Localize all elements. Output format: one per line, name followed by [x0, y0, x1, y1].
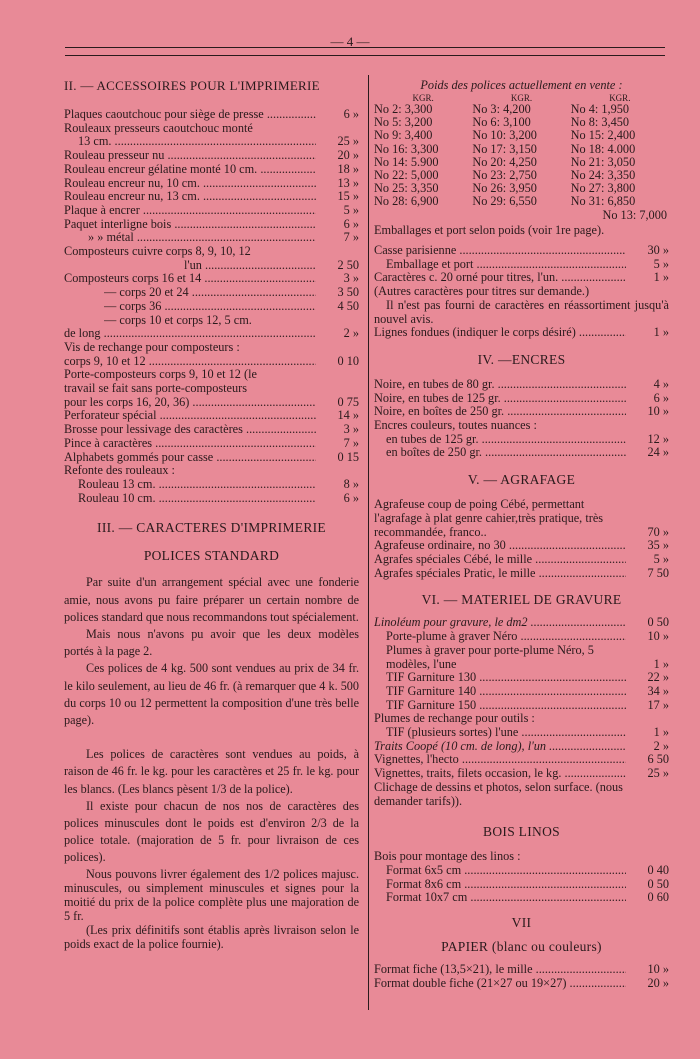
price-row [374, 419, 669, 433]
price-row [64, 409, 359, 423]
item-price: 10 » [647, 962, 669, 977]
item-price: 6 » [343, 216, 359, 231]
price-row [374, 726, 669, 740]
poids-entry: No 22: 5,000 [374, 168, 439, 183]
poids-entry: No 3: 4,200 [472, 102, 531, 116]
price-row [374, 392, 669, 406]
price-row [374, 405, 669, 419]
item-label: Noire, en boîtes de 250 gr. ..... [374, 405, 626, 419]
poids-entry: No 23: 2,750 [472, 168, 537, 183]
lignes-fondues-price: 1 » [653, 325, 669, 340]
poids-entry: No 21: 3,050 [570, 154, 636, 169]
item-price: 25 » [647, 766, 669, 781]
item-label: Noire, en tubes de 80 gr. ..... [374, 378, 626, 392]
item-price: 1 » [653, 656, 669, 671]
poids-entry: No 17: 3,150 [472, 141, 537, 156]
item-price: 0 50 [647, 615, 669, 630]
item-label: Format 8x6 cm ..... [386, 878, 626, 892]
papier-list [374, 963, 669, 990]
item-label: — corps 10 et corps 12, 5 cm. [104, 313, 252, 327]
item-label: Format 10x7 cm ..... [386, 891, 626, 905]
item-label: — corps 20 et 24 ..... [104, 286, 316, 300]
item-price: 35 » [647, 538, 669, 553]
price-row [374, 498, 669, 539]
poids-entry: No 9: 3,400 [374, 128, 433, 143]
paragraph-minuscules: Il existe pour chacun de nos nos de caractères des polices minuscules dont le poids est d'environ 2/3 de la police totale. (majoration de 5 fr. pour livraison de ces polices). [64, 798, 359, 865]
price-row [374, 539, 669, 553]
reassort-note: Il n'est pas fourni de caractères en réassortiment jusqu'à nouvel avis. [374, 297, 669, 326]
item-label: Agrafes spéciales Pratic, le mille ..... [374, 567, 626, 581]
clichage-note: Clichage de dessins et photos, selon surface. (nous demander tarifs)). [374, 779, 623, 808]
poids-entry: No 27: 3,800 [570, 181, 636, 196]
item-label: Rouleau 13 cm. ..... [78, 478, 316, 492]
paragraph-demi-polices: Nous pouvons livrer également des 1/2 polices majusc. minuscules, ou simplement minuscules et signes pour la moitié du prix de la police complète plus une majoration de 5 fr. [64, 866, 359, 923]
price-row [374, 630, 669, 644]
item-label: Rouleau encreur nu, 10 cm. ..... [64, 177, 316, 191]
item-label: Refonte des rouleaux : [64, 464, 175, 478]
kgr-header: KGR. [412, 93, 434, 103]
item-label: Format double fiche (21×27 ou 19×27) ..... [374, 977, 626, 991]
item-label: Agrafeuse ordinaire, no 30 ..... [374, 539, 626, 553]
item-label: Encres couleurs, toutes nuances : [374, 419, 537, 433]
right-column [374, 78, 669, 990]
item-label: en boîtes de 250 gr. ..... [386, 446, 626, 460]
price-row [374, 258, 669, 272]
item-label: Linoléum pour gravure, le dm2 ..... [374, 616, 626, 630]
item-price: 20 » [647, 975, 669, 990]
item-label: Noire, en tubes de 125 gr. ..... [374, 392, 626, 406]
price-row [64, 245, 359, 259]
bois-intro: Bois pour montage des linos : [374, 849, 521, 864]
price-row [64, 464, 359, 478]
kgr-header: KGR. [609, 93, 631, 103]
item-label: Paquet interligne bois ..... [64, 218, 316, 232]
item-price: 2 » [653, 738, 669, 753]
item-label: Agrafes spéciales Cébé, le mille ..... [374, 553, 626, 567]
item-label: Vignettes, l'hecto ..... [374, 753, 626, 767]
item-label: — corps 36 ..... [104, 300, 316, 314]
item-price: 30 » [647, 243, 669, 258]
price-row [64, 108, 359, 122]
price-row [64, 314, 359, 328]
gravure-list [374, 616, 669, 780]
agrafage-title: V. — AGRAFAGE [467, 472, 576, 488]
top-rule-lower [65, 55, 665, 56]
item-label: de long ..... [64, 327, 316, 341]
gravure-title: VI. — MATERIEL DE GRAVURE [421, 592, 622, 608]
item-label: l'un ..... [184, 259, 316, 273]
item-price: 5 » [653, 551, 669, 566]
item-label: Emballage et port ..... [386, 258, 626, 272]
price-row [374, 671, 669, 685]
item-label: Casse parisienne ..... [374, 244, 626, 258]
price-row [374, 446, 669, 460]
price-row [64, 341, 359, 355]
price-row [64, 437, 359, 451]
item-label: Alphabets gommés pour casse ..... [64, 451, 316, 465]
item-label: pour les corps 16, 20, 36) ..... [64, 396, 316, 410]
item-label: Format 6x5 cm ..... [386, 864, 626, 878]
price-row [64, 231, 359, 245]
item-price: 4 50 [337, 298, 359, 313]
poids-entry: No 29: 6,550 [472, 194, 537, 209]
item-price: 8 » [343, 476, 359, 491]
autres-caracteres-note: (Autres caractères pour titres sur demande.) [374, 284, 590, 299]
item-label: TIF (plusieurs sortes) l'une ..... [386, 726, 626, 740]
price-row [374, 378, 669, 392]
price-row [374, 699, 669, 713]
item-price: 7 » [343, 230, 359, 245]
poids-last-entry: No 13: 7,000 [602, 207, 667, 222]
poids-entry: No 24: 3,350 [570, 168, 636, 183]
poids-entry: No 20: 4,250 [472, 154, 537, 169]
page-number: — 4 — [330, 34, 370, 49]
item-label: Vignettes, traits, filets occasion, le kg. ..... [374, 767, 626, 781]
item-label: Brosse pour lessivage des caractères ..... [64, 423, 316, 437]
item-price: 14 » [337, 408, 359, 423]
casse-list [374, 244, 669, 285]
item-price: 0 60 [647, 890, 669, 905]
poids-entry: No 31: 6,850 [570, 194, 636, 209]
price-row [64, 204, 359, 218]
price-row [64, 122, 359, 136]
price-row [64, 286, 359, 300]
item-price: 15 » [337, 189, 359, 204]
item-price: 5 » [653, 256, 669, 271]
price-row [374, 977, 669, 991]
poids-entry: No 26: 3,950 [472, 181, 537, 196]
item-label: Porte-composteurs corps 9, 10 et 12 (le [64, 368, 257, 382]
poids-entry: No 15: 2,400 [570, 128, 636, 143]
paragraph-prix-polices: Ces polices de 4 kg. 500 sont vendues au prix de 34 fr. le kilo seulement, au lieu de 46 fr. (à remarquer que 4 k. 500 du corps 10 ou 12 permettent la composition d'une très belle page). [64, 661, 359, 728]
price-row [64, 177, 359, 191]
price-row [374, 878, 669, 892]
item-label: Pince à caractères ..... [64, 437, 316, 451]
price-row [64, 272, 359, 286]
agrafage-list [374, 498, 669, 580]
item-label: Rouleau 10 cm. ..... [78, 492, 316, 506]
item-label: » » métal ..... [88, 231, 316, 245]
price-row [64, 190, 359, 204]
item-price: 1 » [653, 725, 669, 740]
accessoires-title: II. — ACCESSOIRES POUR L'IMPRIMERIE [64, 78, 320, 93]
price-row [64, 478, 359, 492]
encres-title: IV. —ENCRES [477, 351, 566, 367]
accessoires-list [64, 108, 359, 505]
bois-list [374, 864, 669, 905]
item-label: Traits Coopé (10 cm. de long), l'un ..... [374, 740, 626, 754]
price-row [64, 492, 359, 506]
item-price: 0 15 [337, 449, 359, 464]
poids-entry: No 16: 3,300 [374, 141, 439, 156]
poids-entry: No 18: 4.000 [570, 141, 636, 156]
item-price: 0 50 [647, 876, 669, 891]
price-row [64, 423, 359, 437]
caracteres-title: III. — CARACTERES D'IMPRIMERIE [97, 520, 326, 536]
price-row [64, 355, 359, 369]
item-label: Porte-plume à graver Néro ..... [386, 630, 626, 644]
item-price: 0 40 [647, 862, 669, 877]
price-row [64, 327, 359, 341]
item-price: 6 » [653, 390, 669, 405]
poids-title: Poids des polices actuellement en vente : [420, 78, 623, 92]
price-row [64, 396, 359, 410]
section-vii-title: VII [511, 915, 532, 931]
item-label: TIF Garniture 140 ..... [386, 685, 626, 699]
item-price: 2 » [343, 326, 359, 341]
item-label: Composteurs cuivre corps 8, 9, 10, 12 [64, 245, 251, 259]
item-price: 17 » [647, 697, 669, 712]
paragraph-modeles: Mais nous n'avons pu avoir que les deux modèles portés à la page 2. [64, 627, 359, 659]
item-label: Rouleau encreur nu, 13 cm. ..... [64, 190, 316, 204]
item-price: 34 » [647, 683, 669, 698]
paragraph-prix-definitifs: (Les prix définitifs sont établis après livraison selon le poids exact de la police fournie). [64, 922, 359, 951]
poids-entry: No 2: 3,300 [374, 102, 433, 116]
item-price: 70 » [647, 524, 669, 539]
poids-entry: No 8: 3,450 [570, 115, 630, 130]
item-price: 2 50 [337, 257, 359, 272]
price-row [374, 740, 669, 754]
item-price: 20 » [337, 148, 359, 163]
item-label: en tubes de 125 gr. ..... [386, 433, 626, 447]
lignes-fondues-row [374, 326, 669, 340]
price-row [374, 553, 669, 567]
poids-entry: No 4: 1,950 [570, 102, 630, 116]
paragraph-vente-poids: Les polices de caractères sont vendues au poids, à raison de 46 fr. le kg. pour les caractères et 25 fr. le kg. pour les blancs. (Les blancs pèsent 1/3 de la police). [64, 747, 359, 796]
item-price: 24 » [647, 445, 669, 460]
price-row [374, 864, 669, 878]
item-label: Vis de rechange pour composteurs : [64, 340, 240, 354]
poids-entry: No 5: 3,200 [374, 115, 433, 130]
price-row [64, 451, 359, 465]
item-price: 3 » [343, 271, 359, 286]
bois-linos-title: BOIS LINOS [483, 824, 560, 840]
item-price: 4 » [653, 376, 669, 391]
lignes-fondues-label: Lignes fondues (indiquer le corps désiré) ..... [374, 326, 626, 340]
price-row [374, 891, 669, 905]
encres-list [374, 378, 669, 460]
item-label: Caractères c. 20 orné pour titres, l'un. ..... [374, 271, 626, 285]
item-label: Plumes à graver pour porte-plume Néro, 5 modèles, l'une [386, 643, 594, 671]
item-label: 13 cm. ..... [78, 135, 316, 149]
price-row [374, 767, 669, 781]
item-label: Agrafeuse coup de poing Cébé, permettant l'agrafage à plat genre cahier,très pratique, très recommandée, franco.. [374, 498, 604, 539]
polices-standard-subtitle: POLICES STANDARD [143, 548, 280, 564]
price-row [64, 300, 359, 314]
item-price: 3 50 [337, 285, 359, 300]
price-row [374, 616, 669, 630]
price-row [374, 567, 669, 581]
price-row [64, 218, 359, 232]
item-label: Plaques caoutchouc pour siège de presse ..... [64, 108, 316, 122]
price-row [374, 271, 669, 285]
item-price: 1 » [653, 270, 669, 285]
left-column [64, 78, 359, 951]
item-price: 10 » [647, 629, 669, 644]
price-row [64, 135, 359, 149]
price-row [64, 163, 359, 177]
poids-entry: No 28: 6,900 [374, 194, 439, 209]
item-label: TIF Garniture 130 ..... [386, 671, 626, 685]
item-label: Rouleau encreur gélatine monté 10 cm. ..... [64, 163, 316, 177]
item-label: TIF Garniture 150 ..... [386, 699, 626, 713]
paragraph-arrangement: Par suite d'un arrangement spécial avec une fonderie amie, nous avons pu faire préparer un certain nombre de polices standard que nous recommandons tout spécialement. [64, 575, 359, 624]
item-label: Rouleaux presseurs caoutchouc monté [64, 121, 253, 135]
column-separator [368, 75, 369, 1010]
item-label: Composteurs corps 16 et 14 ..... [64, 272, 316, 286]
item-price: 7 50 [647, 565, 669, 580]
emballages-note: Emballages et port selon poids (voir 1re page). [374, 223, 605, 238]
item-label: Perforateur spécial ..... [64, 409, 316, 423]
item-label: corps 9, 10 et 12 ..... [64, 355, 316, 369]
kgr-header: KGR. [510, 93, 533, 103]
price-row [64, 368, 359, 382]
poids-entry: No 25: 3,350 [374, 181, 439, 196]
item-price: 18 » [337, 161, 359, 176]
item-price: 22 » [647, 670, 669, 685]
item-label: Plaque à encrer ..... [64, 204, 316, 218]
price-row [64, 259, 359, 273]
item-label: travail se fait sans porte-composteurs [64, 382, 248, 396]
poids-table [374, 93, 669, 209]
price-row [374, 963, 669, 977]
price-row [374, 712, 669, 726]
price-row [374, 433, 669, 447]
item-label: Rouleau presseur nu ..... [64, 149, 316, 163]
item-label: Plumes de rechange pour outils : [374, 712, 535, 726]
item-price: 6 50 [647, 752, 669, 767]
item-price: 6 » [343, 107, 359, 121]
price-row [374, 753, 669, 767]
poids-entry: No 6: 3,100 [472, 115, 531, 130]
price-row [374, 244, 669, 258]
item-price: 7 » [343, 435, 359, 450]
item-label: Format fiche (13,5×21), le mille ..... [374, 963, 626, 977]
item-price: 0 10 [337, 353, 359, 368]
price-row [374, 685, 669, 699]
item-price: 0 75 [337, 394, 359, 409]
price-row [374, 644, 669, 671]
poids-entry: No 10: 3,200 [472, 128, 537, 143]
item-price: 5 » [343, 202, 359, 217]
item-price: 13 » [337, 175, 359, 190]
item-price: 12 » [647, 431, 669, 446]
price-row [64, 382, 359, 396]
item-price: 3 » [343, 422, 359, 437]
item-price: 10 » [647, 404, 669, 419]
item-price: 25 » [337, 134, 359, 149]
poids-entry: No 14: 5.900 [374, 154, 439, 169]
price-row [64, 149, 359, 163]
item-price: 6 » [343, 490, 359, 505]
papier-subtitle: PAPIER (blanc ou couleurs) [441, 939, 602, 955]
